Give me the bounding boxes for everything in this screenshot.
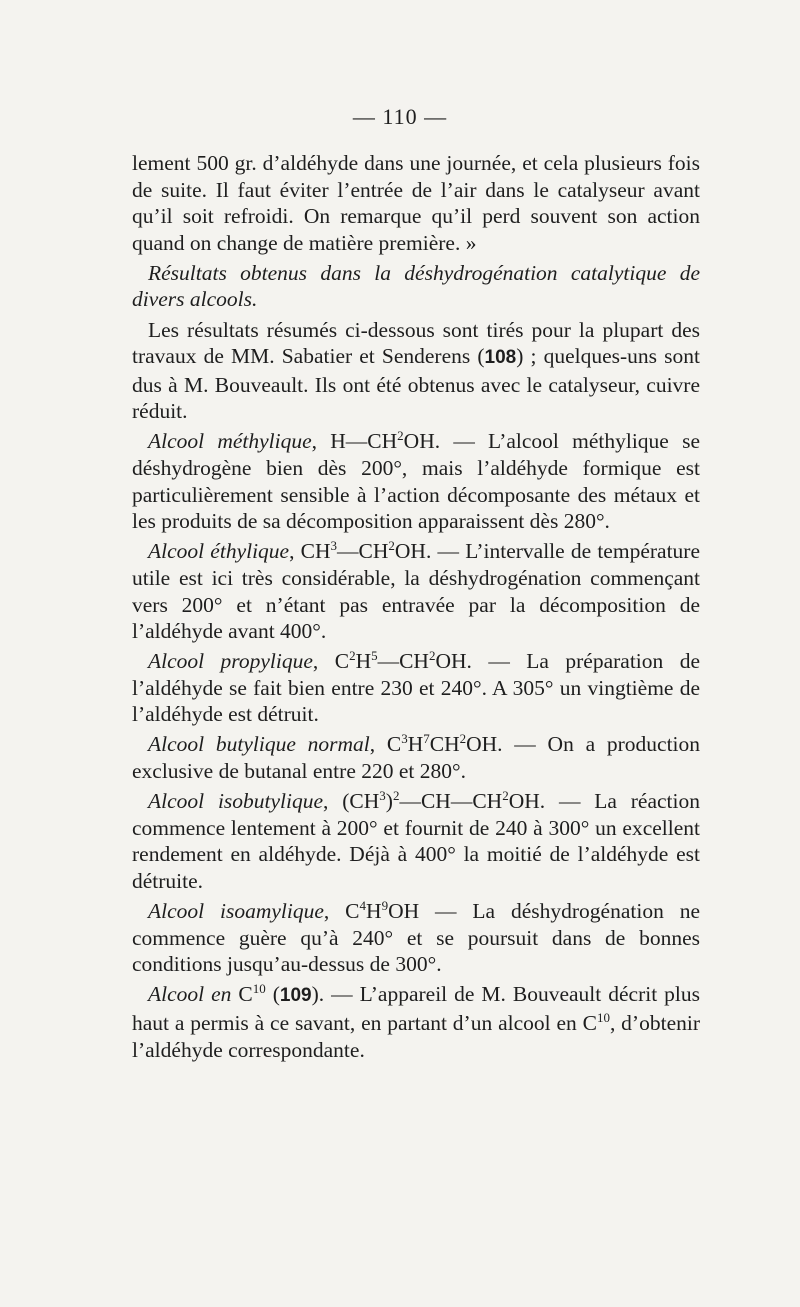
reference-number: 109 — [279, 985, 312, 1007]
compound-name: Alcool isoamylique — [148, 899, 324, 924]
paragraph-ethyl-alcohol: Alcool éthylique, $CH^3—CH^2OH$. — L’intervalle de température utile est ici très considérable, la déshydrogénation commençant vers 200° et n’étant pas entravée par la décomposition de l’aldéhyde avant 400°. — [132, 538, 700, 644]
compound-name: Alcool propylique — [148, 649, 313, 674]
paragraph-isoamyl-alcohol: Alcool isoamylique, $C^4H^9OH$ — La déshydrogénation ne commence guère qu’à 240° et se poursuit dans de bonnes conditions jusqu’au-dessus de 300°. — [132, 897, 700, 977]
compound-name: Alcool éthylique — [148, 539, 290, 564]
compound-name: Alcool butylique normal — [148, 732, 370, 757]
page-number: — 110 — — [352, 104, 448, 129]
reference-number: 108 — [484, 347, 517, 369]
paragraph-methyl-alcohol: Alcool méthylique, $H—CH^2OH$. — L’alcool méthylique se déshydrogène bien dès 200°, mais l’aldéhyde formique est particulièrement sensible à l’action décomposante des métaux et les produits de sa décomposition apparaissent dès 280°. — [132, 428, 700, 534]
paragraph-propyl-alcohol: Alcool propylique, $C^2H^5—CH^2OH$. — La préparation de l’aldéhyde se fait bien entre 230 et 240°. A 305° un vingtième de l’aldéhyde est détruit. — [132, 648, 700, 727]
paragraph-intro: Les résultats résumés ci-dessous sont tirés pour la plupart des travaux de MM. Sabatier et Senderens (108) ; quelques-uns sont dus à M. Bouveault. Ils ont été obtenus avec le catalyseur, cuivre réduit. — [132, 317, 700, 424]
paragraph-butyl-alcohol: Alcool butylique normal, $C^3H^7CH^2OH$. — On a production exclusive de butanal entre 220 et 280°. — [132, 731, 701, 784]
section-heading: Résultats obtenus dans la déshydrogénation catalytique de divers alcools. — [132, 260, 700, 312]
paragraph-isobutyl-alcohol: Alcool isobutylique, $(CH^3)^2—CH—CH^2OH$. — La réaction commence lentement à 200° et fournit de 240 à 300° un excellent rendement en aldéhyde. Déjà à 400° la moitié de l’aldéhyde est détruite. — [132, 788, 701, 893]
compound-name: Alcool isobutylique — [148, 789, 324, 814]
body-text — [132, 150, 700, 1067]
paragraph-continuation: lement 500 gr. d’aldéhyde dans une journée, et cela plusieurs fois de suite. Il faut éviter l’entrée de l’air dans le catalyseur avant qu’il soit refroidi. On remarque qu’il perd souvent son action quand on change de matière première. » — [132, 151, 700, 255]
compound-name: Alcool en — [148, 982, 232, 1007]
compound-name: Alcool méthylique — [148, 429, 312, 454]
paragraph-c10-alcohol: Alcool en $C^{10}$ (109). — L’appareil de M. Bouveault décrit plus haut a permis à ce savant, en partant d’un alcool en $C^{10}$, d’obtenir l’aldéhyde correspondante. — [132, 981, 701, 1062]
